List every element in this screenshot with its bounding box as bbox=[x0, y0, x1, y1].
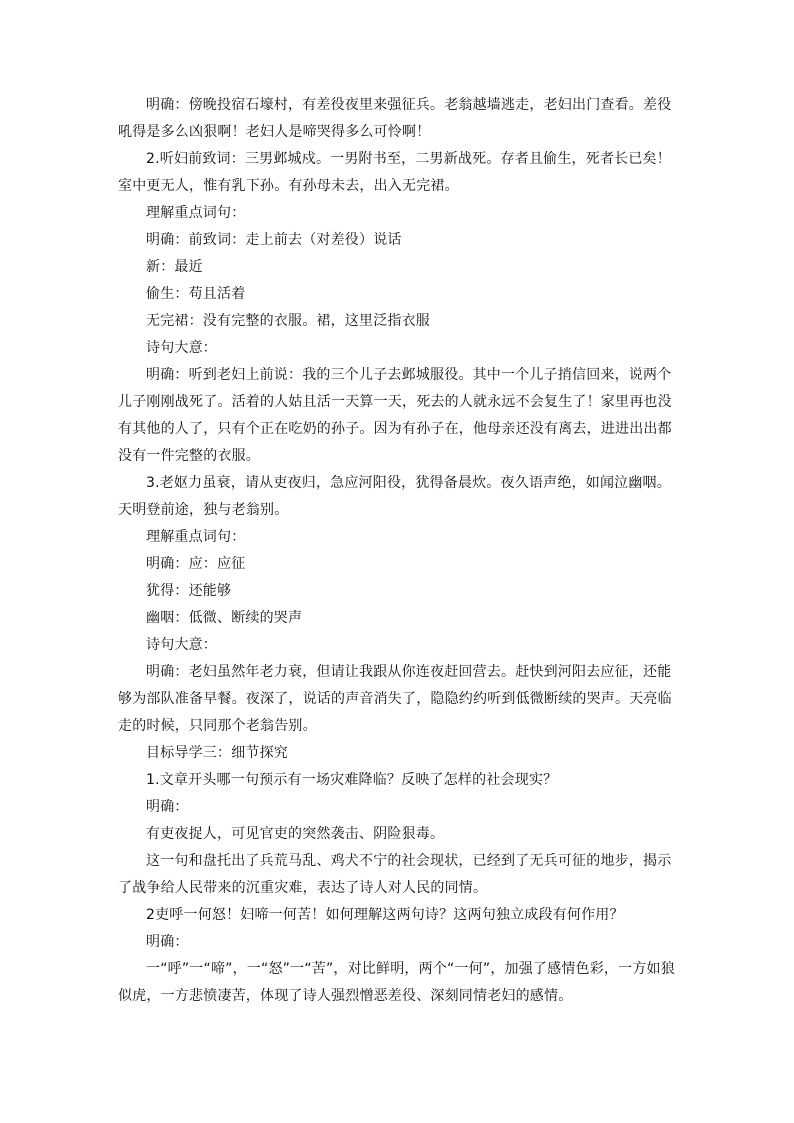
paragraph-poem-stanza-3: 3.老妪力虽衰，请从吏夜归，急应河阳役，犹得备晨炊。夜久语声绝，如闻泣幽咽。天明登前途，独与老翁别。 bbox=[118, 475, 671, 518]
paragraph-word-note: 新：最近 bbox=[146, 259, 203, 275]
paragraph-answer-text: 一“呼”一“啼”，一“怒”一“苦”，对比鲜明，两个“一何”，加强了感情色彩，一方如狼似虎，一方悲愤凄苦，体现了诗人强烈憎恶差役、深刻同情老妇的感情。 bbox=[118, 961, 675, 1004]
paragraph-word-note: 偷生：苟且活着 bbox=[146, 286, 246, 302]
paragraph-answer-text: 有吏夜捉人，可见官吏的突然袭击、阴险狠毒。 bbox=[146, 826, 445, 842]
paragraph-section-heading: 目标导学三：细节探究 bbox=[146, 745, 288, 761]
paragraph-meaning-answer: 明确：老妇虽然年老力衰，但请让我跟从你连夜赶回营去。赶快到河阳去应征，还能够为部队准备早餐。夜深了，说话的声音消失了，隐隐约约听到低微断续的哭声。天亮临走的时候，只同那个老翁告别。 bbox=[118, 664, 672, 734]
paragraph-word-note: 明确：前致词：走上前去（对差役）说话 bbox=[146, 232, 402, 248]
paragraph-question-2: 2吏呼一何怒！妇啼一何苦！如何理解这两句诗？这两句独立成段有何作用？ bbox=[146, 907, 624, 923]
paragraph-answer-summary-1: 明确：傍晚投宿石壕村，有差役夜里来强征兵。老翁越墙逃走，老妇出门查看。差役吼得是多么凶狠啊！老妇人是啼哭得多么可怜啊！ bbox=[118, 97, 672, 140]
document-body bbox=[118, 92, 678, 1010]
paragraph-answer-label: 明确： bbox=[146, 799, 189, 815]
paragraph-answer-label: 明确： bbox=[146, 934, 189, 950]
paragraph-word-note: 幽咽：低微、断续的哭声 bbox=[146, 610, 303, 626]
paragraph-key-words-heading: 理解重点词句： bbox=[146, 529, 246, 545]
paragraph-meaning-heading: 诗句大意： bbox=[146, 637, 217, 653]
paragraph-question-1: 1.文章开头哪一句预示有一场灾难降临？反映了怎样的社会现实？ bbox=[146, 772, 558, 788]
paragraph-poem-stanza-2: 2.听妇前致词：三男邺城戍。一男附书至，二男新战死。存者且偷生，死者长已矣！室中更无人，惟有乳下孙。有孙母未去，出入无完裙。 bbox=[118, 151, 671, 194]
paragraph-meaning-heading: 诗句大意： bbox=[146, 340, 217, 356]
paragraph-meaning-answer: 明确：听到老妇上前说：我的三个儿子去邺城服役。其中一个儿子捎信回来，说两个儿子刚刚战死了。活着的人姑且活一天算一天，死去的人就永远不会复生了！家里再也没有其他的人了，只有个正在吃奶的孙子。因为有孙子在，他母亲还没有离去，进进出出都没有一件完整的衣服。 bbox=[118, 367, 672, 464]
paragraph-answer-text: 这一句和盘托出了兵荒马乱、鸡犬不宁的社会现状，已经到了无兵可征的地步，揭示了战争给人民带来的沉重灾难，表达了诗人对人民的同情。 bbox=[118, 853, 672, 896]
paragraph-word-note: 明确：应：应征 bbox=[146, 556, 246, 572]
paragraph-word-note: 犹得：还能够 bbox=[146, 583, 232, 599]
paragraph-word-note: 无完裙：没有完整的衣服。裙，这里泛指衣服 bbox=[146, 313, 430, 329]
paragraph-key-words-heading: 理解重点词句： bbox=[146, 205, 246, 221]
